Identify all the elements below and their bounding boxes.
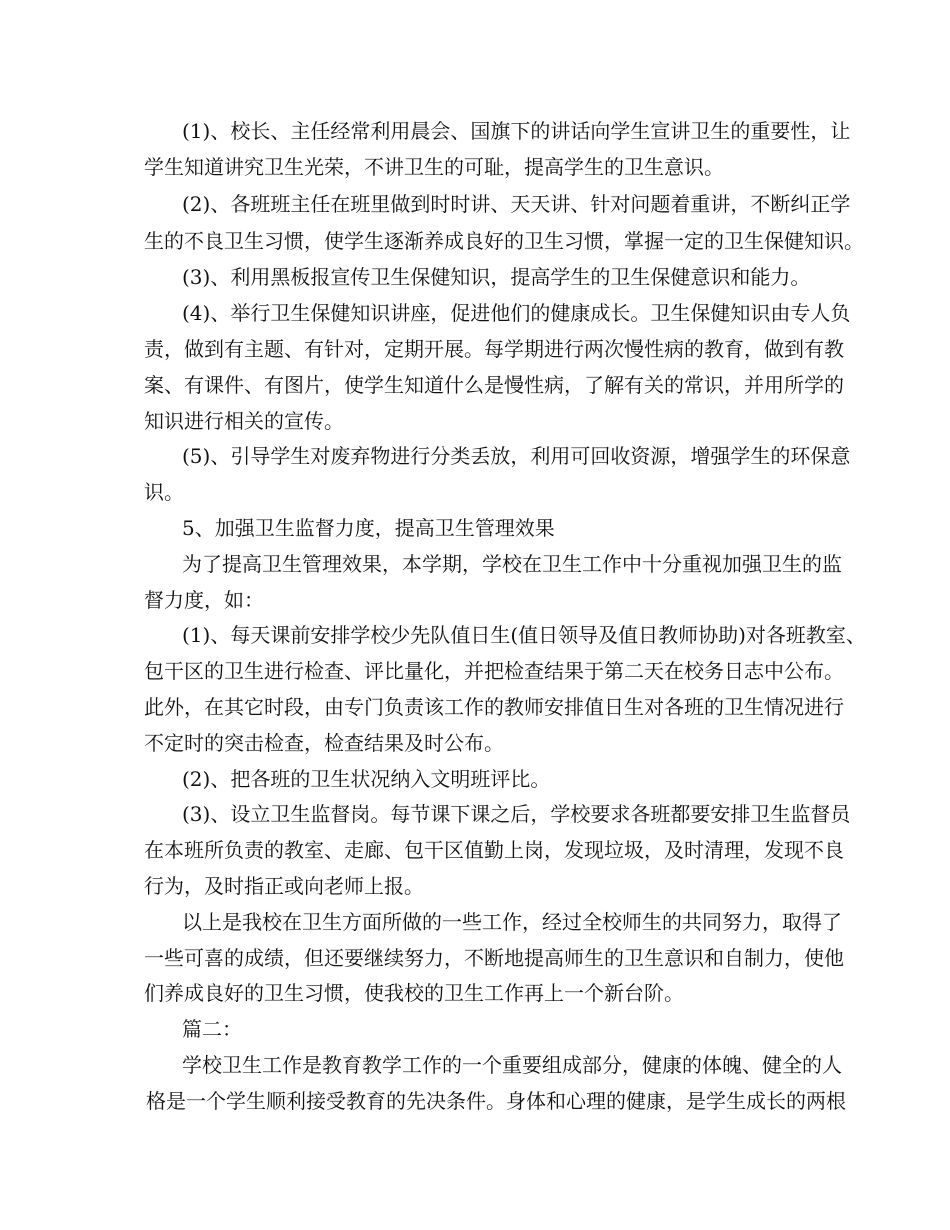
text-line: 学校卫生工作是教育教学工作的一个重要组成部分，健康的体魄、健全的人 [182,1053,842,1077]
text-line: (1)、每天课前安排学校少先队值日生(值日领导及值日教师协助)对各班教室、 [182,623,866,647]
text-line: (2)、把各班的卫生状况纳入文明班评比。 [182,767,551,791]
text-line: (4)、举行卫生保健知识讲座，促进他们的健康成长。卫生保健知识由专人负 [182,301,851,325]
text-line: 一些可喜的成绩，但还要继续努力，不断地提高师生的卫生意识和自制力，使他 [144,946,844,970]
text-line: (2)、各班班主任在班里做到时时讲、天天讲、针对问题着重讲，不断纠正学 [182,192,851,216]
text-line: 在本班所负责的教室、走廊、包干区值勤上岗，发现垃圾，及时清理，发现不良 [144,838,844,862]
text-line: (3)、利用黑板报宣传卫生保健知识，提高学生的卫生保健意识和能力。 [182,265,811,289]
text-line: 知识进行相关的宣传。 [144,409,344,433]
text-line: 以上是我校在卫生方面所做的一些工作，经过全校师生的共同努力，取得了 [182,910,842,934]
text-line: 行为，及时指正或向老师上报。 [144,874,424,898]
section-heading: 篇二： [182,1017,242,1041]
text-line: (5)、引导学生对废弃物进行分类丢放，利用可回收资源，增强学生的环保意 [182,444,851,468]
text-line: 识。 [144,480,184,504]
text-line: 案、有课件、有图片，使学生知道什么是慢性病，了解有关的常识，并用所学的 [144,373,844,397]
text-line: 此外，在其它时段，由专门负责该工作的教师安排值日生对各班的卫生情况进行 [144,695,844,719]
text-line: 督力度，如： [144,588,264,612]
section-heading: 5、加强卫生监督力度，提高卫生管理效果 [182,516,555,540]
text-line: 们养成良好的卫生习惯，使我校的卫生工作再上一个新台阶。 [144,981,684,1005]
text-line: 包干区的卫生进行检查、评比量化，并把检查结果于第二天在校务日志中公布。 [144,659,844,683]
text-line: (3)、设立卫生监督岗。每节课下课之后，学校要求各班都要安排卫生监督员 [182,802,851,826]
text-line: 格是一个学生顺利接受教育的先决条件。身体和心理的健康，是学生成长的两根 [146,1089,846,1113]
text-line: (1)、校长、主任经常利用晨会、国旗下的讲话向学生宣讲卫生的重要性，让 [182,119,851,143]
text-line: 责，做到有主题、有针对，定期开展。每学期进行两次慢性病的教育，做到有教 [144,337,844,361]
text-line: 生的不良卫生习惯，使学生逐渐养成良好的卫生习惯，掌握一定的卫生保健知识。 [144,229,864,253]
text-line: 学生知道讲究卫生光荣，不讲卫生的可耻，提高学生的卫生意识。 [144,155,724,179]
text-line: 为了提高卫生管理效果，本学期，学校在卫生工作中十分重视加强卫生的监 [182,552,842,576]
text-line: 不定时的突击检查，检查结果及时公布。 [144,731,504,755]
